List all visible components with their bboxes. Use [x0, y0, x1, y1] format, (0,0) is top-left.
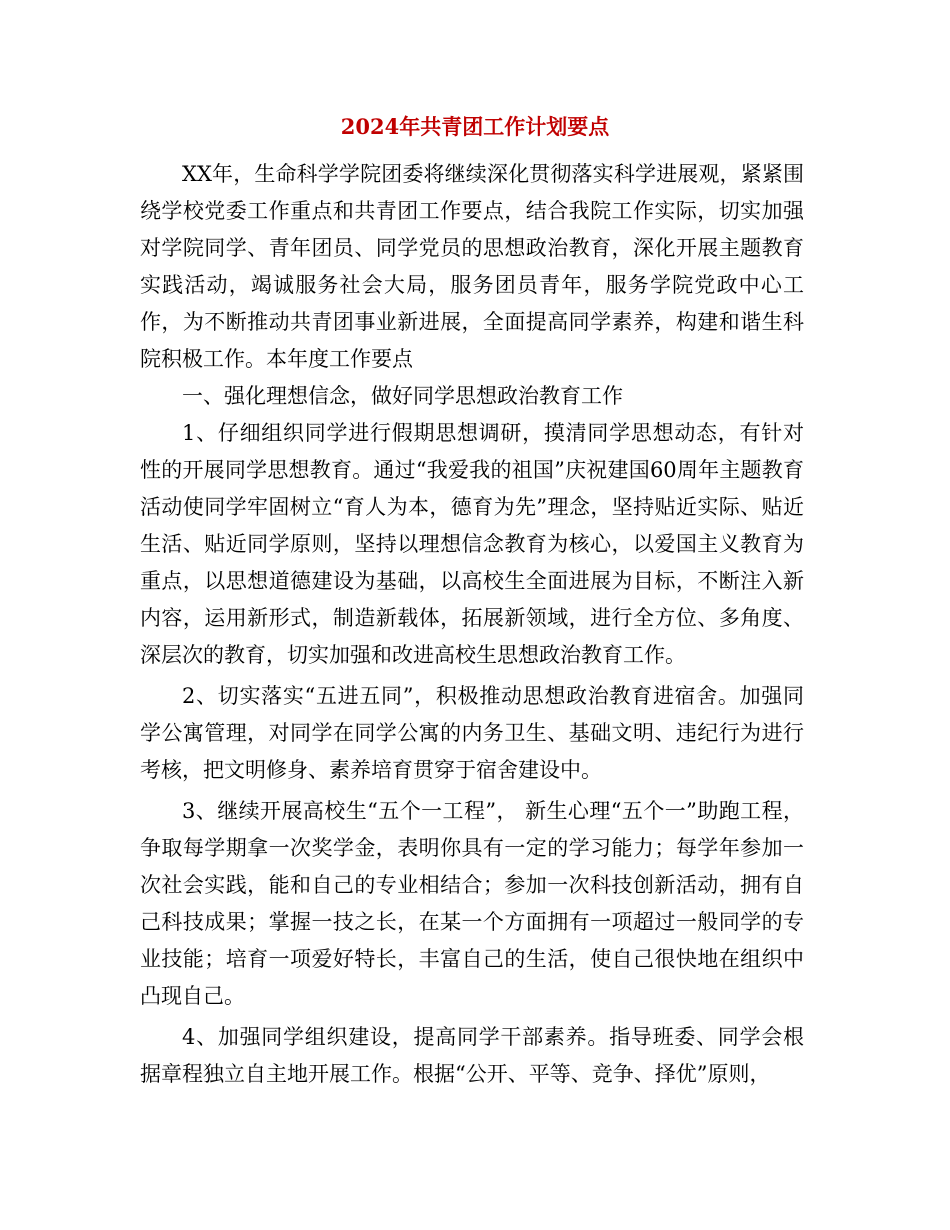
- document-title: 2024年共青团工作计划要点: [340, 114, 610, 139]
- item-paragraph-3: 3、继续开展高校生“五个一工程”， 新生心理“五个一”助跑工程，争取每学期拿一次奖学金，表明你具有一定的学习能力；每学年参加一次社会实践，能和自己的专业相结合；参加一次科技创新活动，拥有自己科技成果；掌握一技之长，在某一个方面拥有一项超过一般同学的专业技能；培育一项爱好特长，丰富自己的生活，使自己很快地在组织中凸现自己。: [140, 799, 804, 1008]
- item-paragraph-1: 1、仔细组织同学进行假期思想调研，摸清同学思想动态，有针对性的开展同学思想教育。通过“我爱我的祖国”庆祝建国60周年主题教育活动使同学牢固树立“育人为本，德育为先”理念，坚持贴近实际、贴近生活、贴近同学原则，坚持以理想信念教育为核心，以爱国主义教育为重点，以思想道德建设为基础，以高校生全面进展为目标，不断注入新内容，运用新形式，制造新载体，拓展新领域，进行全方位、多角度、深层次的教育，切实加强和改进高校生思想政治教育工作。: [140, 421, 804, 667]
- item-paragraph-4: 4、加强同学组织建设，提高同学干部素养。指导班委、同学会根据章程独立自主地开展工作。根据“公开、平等、竞争、择优”原则，: [140, 1025, 804, 1086]
- document-body: [140, 156, 804, 1093]
- section-heading: 一、强化理想信念，做好同学思想政治教育工作: [182, 384, 623, 408]
- item-paragraph-2: 2、切实落实“五进五同”，积极推动思想政治教育进宿舍。加强同学公寓管理，对同学在同学公寓的内务卫生、基础文明、违纪行为进行考核，把文明修身、素养培育贯穿于宿舍建设中。: [140, 684, 804, 782]
- intro-paragraph: XX年，生命科学学院团委将继续深化贯彻落实科学进展观，紧紧围绕学校党委工作重点和共青团工作要点，结合我院工作实际，切实加强对学院同学、青年团员、同学党员的思想政治教育，深化开展主题教育实践活动，竭诚服务社会大局，服务团员青年，服务学院党政中心工作，为不断推动共青团事业新进展，全面提高同学素养，构建和谐生科院积极工作。本年度工作要点: [140, 162, 804, 371]
